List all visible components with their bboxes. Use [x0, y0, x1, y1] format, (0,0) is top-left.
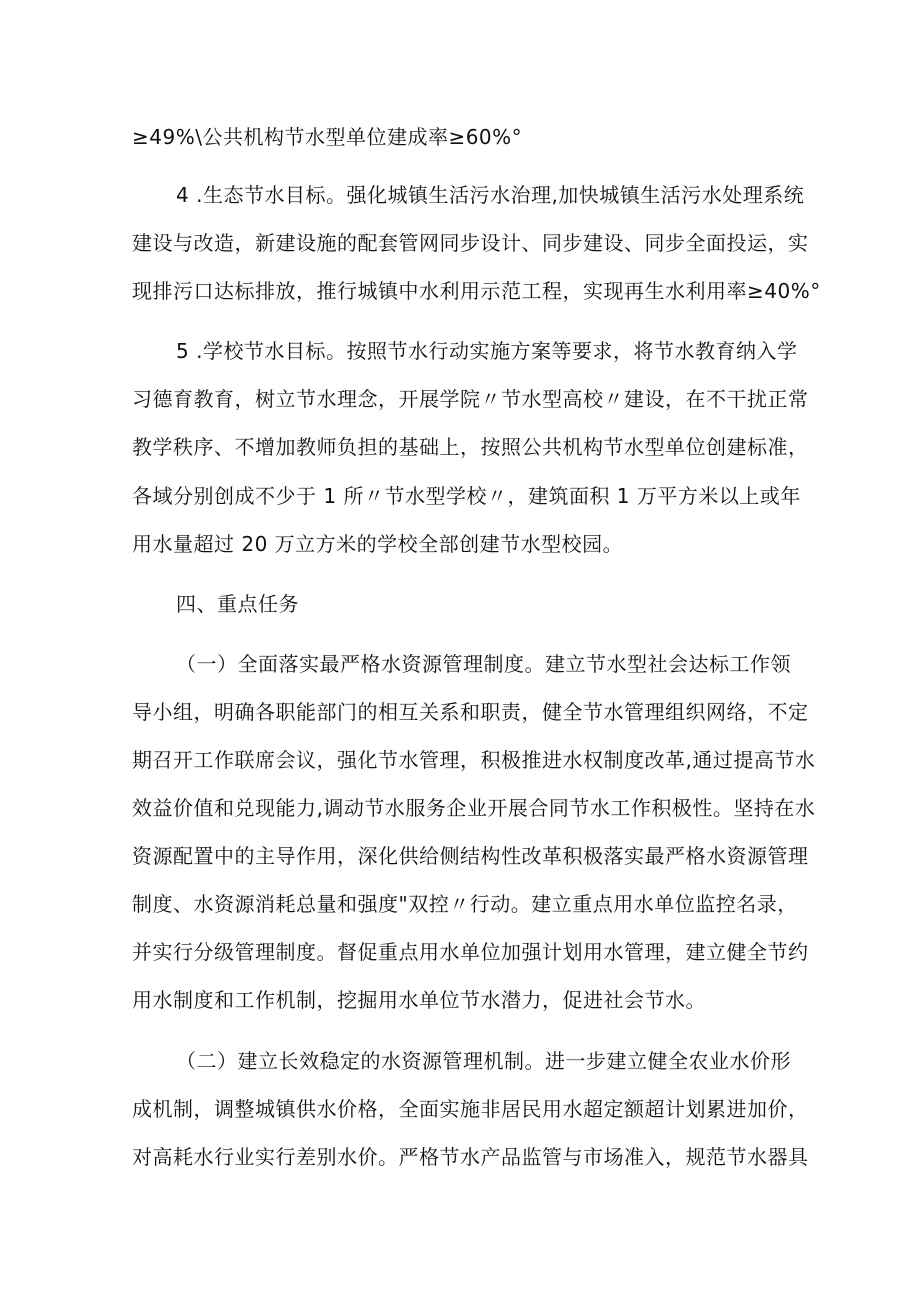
text-line: 4 .生态节水目标。强化城镇生活污水治理,加快城镇生活污水处理系统: [176, 183, 805, 207]
text-line: 用水制度和工作机制，挖掘用水单位节水潜力，促进社会节水。: [132, 988, 706, 1012]
text-line: 并实行分级管理制度。督促重点用水单位加强计划用水管理，建立健全节约: [132, 940, 809, 964]
text-line: 对高耗水行业实行差别水价。严格节水产品监管与市场准入，规范节水器具: [132, 1145, 809, 1169]
section-heading: 四、重点任务: [176, 592, 299, 616]
text-line: 教学秩序、不增加教师负担的基础上，按照公共机构节水型单位创建标准，: [132, 435, 809, 459]
text-line: （二）建立长效稳定的水资源管理机制。进一步建立健全农业水价形: [176, 1049, 791, 1073]
text-line: 成机制，调整城镇供水价格，全面实施非居民用水超定额超计划累进加价，: [132, 1097, 809, 1121]
text-line: （一）全面落实最严格水资源管理制度。建立节水型社会达标工作领: [176, 652, 791, 676]
text-line: 5 .学校节水目标。按照节水行动实施方案等要求，将节水教育纳入学: [176, 339, 798, 363]
text-line: 制度、水资源消耗总量和强度"双控〃行动。建立重点用水单位监控名录，: [132, 892, 798, 916]
text-line: 效益价值和兑现能力,调动节水服务企业开展合同节水工作积极性。坚持在水: [132, 796, 816, 820]
text-line: 期召开工作联席会议，强化节水管理，积极推进水权制度改革,通过提高节水: [132, 748, 816, 772]
text-line: 用水量超过 20 万立方米的学校全部创建节水型校园。: [132, 532, 624, 556]
text-line: 导小组，明确各职能部门的相互关系和职责，健全节水管理组织网络，不定: [132, 700, 809, 724]
text-line: ≥49%\公共机构节水型单位建成率≥60%°: [132, 125, 523, 149]
text-line: 现排污口达标排放，推行城镇中水利用示范工程，实现再生水利用率≥40%°: [132, 279, 821, 303]
text-line: 习德育教育，树立节水理念，开展学院〃节水型高校〃建设，在不干扰正常: [132, 387, 809, 411]
text-line: 资源配置中的主导作用，深化供给侧结构性改革积极落实最严格水资源管理: [132, 844, 809, 868]
text-line: 各域分别创成不少于 1 所〃节水型学校〃，建筑面积 1 万平方米以上或年: [132, 484, 801, 508]
text-line: 建设与改造，新建设施的配套管网同步设计、同步建设、同步全面投运，实: [132, 231, 809, 255]
